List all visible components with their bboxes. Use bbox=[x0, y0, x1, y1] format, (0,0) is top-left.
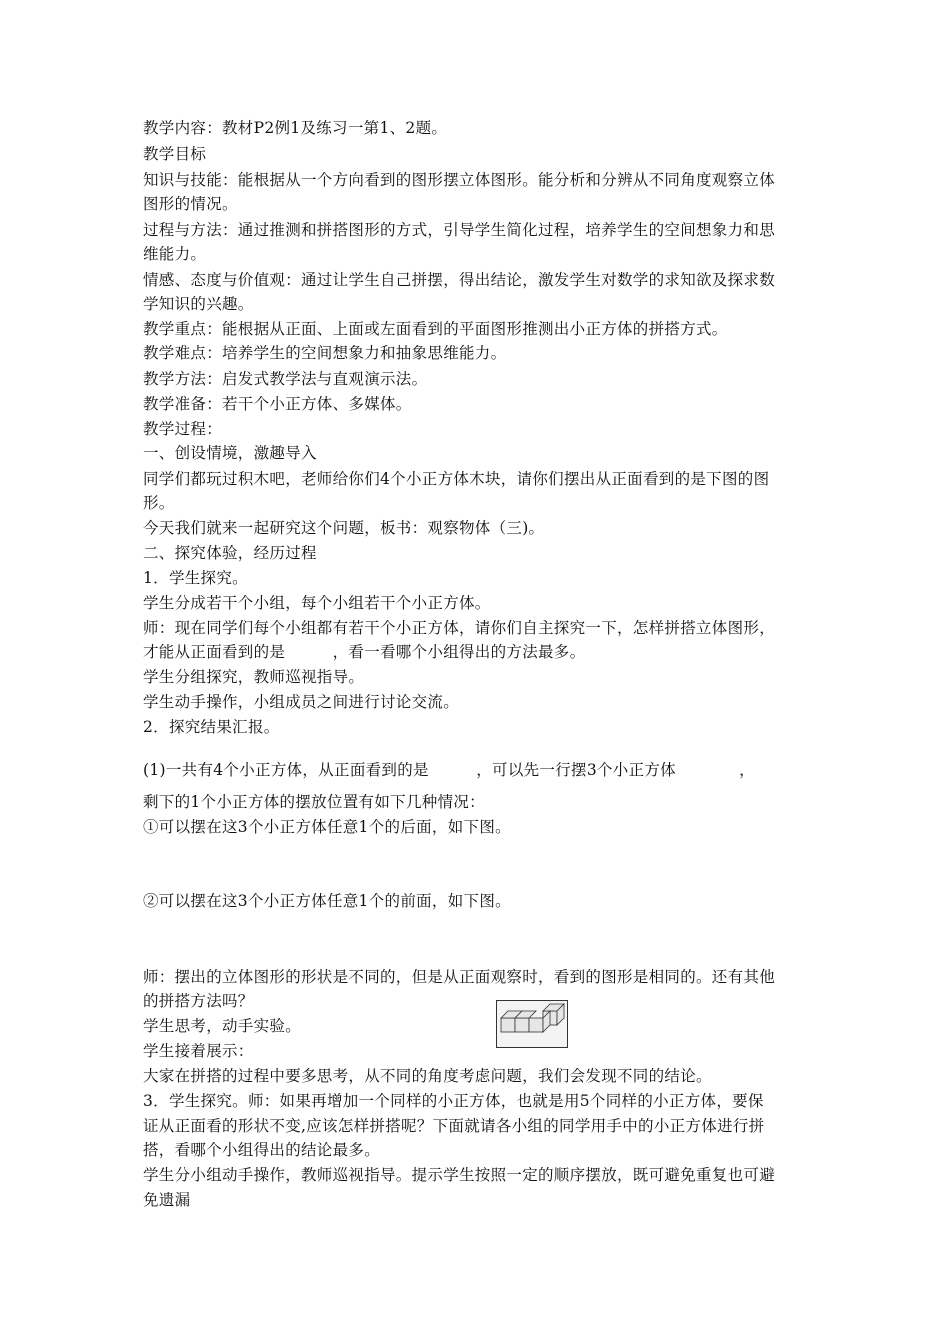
text-line: 教学过程： bbox=[143, 420, 223, 438]
text-line: 教学准备：若干个小正方体、多媒体。 bbox=[143, 395, 412, 413]
text-line: 免遗漏 bbox=[143, 1191, 191, 1209]
text-line: 才能从正面看到的是 ，看一看哪个小组得出的方法最多。 bbox=[143, 643, 586, 661]
text-line: 教学内容：教材P2例1及练习一第1、2题。 bbox=[143, 119, 448, 137]
text-line: 学知识的兴趣。 bbox=[143, 295, 254, 313]
cube-arrangement-figure bbox=[496, 1000, 568, 1048]
text-line: 师：摆出的立体图形的形状是不同的，但是从正面观察时，看到的图形是相同的。还有其他 bbox=[143, 968, 776, 986]
text-line: 教学难点：培养学生的空间想象力和抽象思维能力。 bbox=[143, 344, 507, 362]
text-line: 的拼搭方法吗？ bbox=[143, 992, 254, 1010]
text-line: 1．学生探究。 bbox=[143, 569, 248, 587]
text-line: 大家在拼搭的过程中要多思考，从不同的角度考虑问题，我们会发现不同的结论。 bbox=[143, 1067, 712, 1085]
text-line: (1)一共有4个小正方体，从正面看到的是 ，可以先一行摆3个小正方体 ， bbox=[143, 761, 755, 779]
text-line: 学生分小组动手操作，教师巡视指导。提示学生按照一定的顺序摆放，既可避免重复也可避 bbox=[143, 1166, 776, 1184]
text-line: 同学们都玩过积木吧，老师给你们4个小正方体木块，请你们摆出从正面看到的是下图的图 bbox=[143, 470, 770, 488]
text-line: 形。 bbox=[143, 494, 175, 512]
text-line: 学生接着展示： bbox=[143, 1042, 254, 1060]
text-line: 剩下的1个小正方体的摆放位置有如下几种情况： bbox=[143, 793, 485, 811]
text-line: 教学方法：启发式教学法与直观演示法。 bbox=[143, 370, 428, 388]
text-line: 学生分成若干个小组，每个小组若干个小正方体。 bbox=[143, 594, 491, 612]
text-line: 情感、态度与价值观：通过让学生自己拼摆，得出结论，激发学生对数学的求知欲及探求数 bbox=[143, 271, 776, 289]
text-line: 知识与技能：能根据从一个方向看到的图形摆立体图形。能分析和分辨从不同角度观察立体 bbox=[143, 171, 776, 189]
text-line: 图形的情况。 bbox=[143, 195, 238, 213]
text-line: 过程与方法：通过推测和拼搭图形的方式，引导学生简化过程，培养学生的空间想象力和思 bbox=[143, 221, 776, 239]
text-line: ①可以摆在这3个小正方体任意1个的后面，如下图。 bbox=[143, 818, 511, 836]
text-line: 二、探究体验，经历过程 bbox=[143, 544, 317, 562]
text-line: ②可以摆在这3个小正方体任意1个的前面，如下图。 bbox=[143, 892, 511, 910]
text-line: 2．探究结果汇报。 bbox=[143, 718, 280, 736]
text-line: 教学重点：能根据从正面、上面或左面看到的平面图形推测出小正方体的拼搭方式。 bbox=[143, 320, 728, 338]
text-line: 学生动手操作，小组成员之间进行讨论交流。 bbox=[143, 693, 460, 711]
text-line: 证从正面看的形状不变,应该怎样拼搭呢？下面就请各小组的同学用手中的小正方体进行拼 bbox=[143, 1117, 765, 1135]
text-line: 教学目标 bbox=[143, 145, 207, 163]
text-line: 今天我们就来一起研究这个问题，板书：观察物体（三)。 bbox=[143, 519, 545, 537]
text-line: 3．学生探究。师：如果再增加一个同样的小正方体，也就是用5个同样的小正方体，要保 bbox=[143, 1092, 764, 1110]
text-line: 维能力。 bbox=[143, 245, 207, 263]
text-line: 学生思考，动手实验。 bbox=[143, 1017, 302, 1035]
text-line: 师：现在同学们每个小组都有若干个小正方体，请你们自主探究一下，怎样拼搭立体图形， bbox=[143, 619, 776, 637]
text-line: 学生分组探究，教师巡视指导。 bbox=[143, 668, 365, 686]
text-line: 一、创设情境，激趣导入 bbox=[143, 444, 317, 462]
text-line: 搭，看哪个小组得出的结论最多。 bbox=[143, 1141, 381, 1159]
